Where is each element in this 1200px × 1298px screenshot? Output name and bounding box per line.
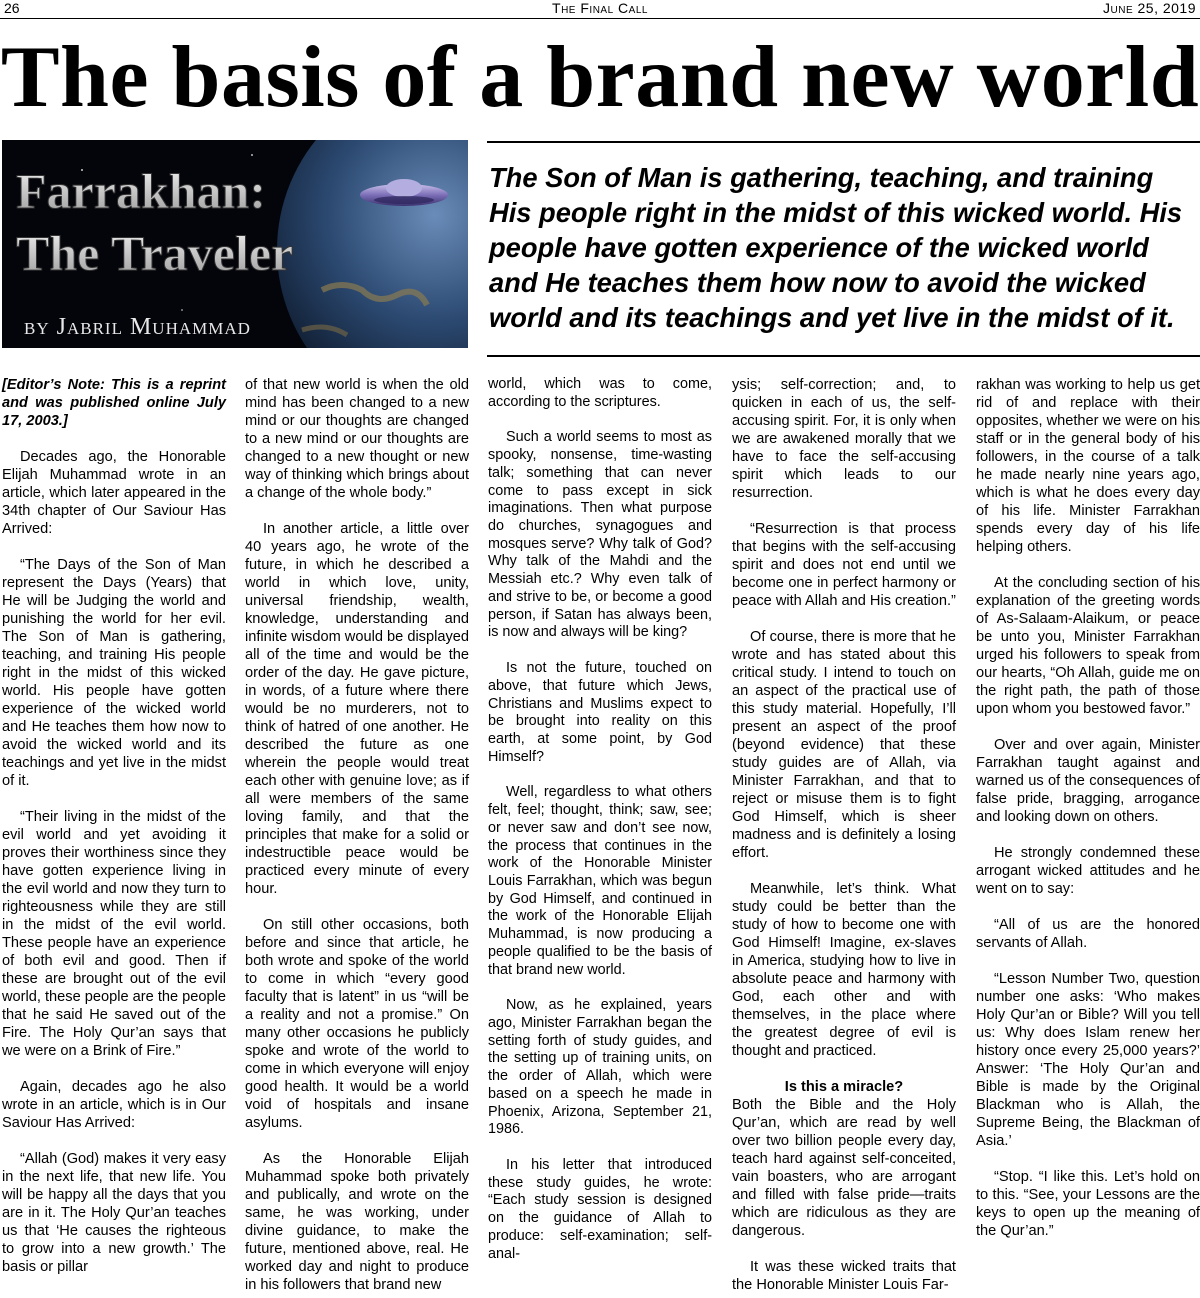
paragraph: of that new world is when the old mind has been changed to a new mind or our thoughts are changed to a new mind or our thoughts are changed to a new thought or new way of thinking which brings about a change of the whole body.” (245, 377, 469, 501)
paragraph: “Their living in the midst of the evil world and yet avoiding it proves their worthiness since they have gotten experience living in the evil world and now they turn to righteousness while they are still in the midst of the evil world. These people have an experience of both evil and good. Then if these are brought out of the evil world, these people are the people that he said He saved out of the Fire. The Holy Qur’an says that we were on a Brink of Fire.” (2, 809, 226, 1059)
paragraph: As the Honorable Elijah Muhammad spoke both privately and publically, and wrote on the same, he was working, under divine guidance, to make the future, mentioned above, real. He worked day and night to produce in his followers that brand new (245, 1151, 469, 1293)
pullquote-top-rule (487, 141, 1200, 143)
paragraph: On still other occasions, both before and since that article, he both wrote and spoke of the world to come in which “every good faculty that is latent” in us “will be a reality and not a promise.” On many other occasions he publicly spoke and wrote of the world to come in which everyone will enjoy good health. It would be a world void of hospitals and insane asylums. (245, 917, 469, 1131)
paragraph: In another article, a little over 40 years ago, he wrote of the future, in which he described a world in which love, unity, universal friendship, wealth, knowledge, understanding and infinite wisdom would be displayed all of the time and would be the order of the day. He gave picture, in words, of a future where there would be no murderers, not to think of hatred of one another. He described the future as one wherein the people would treat each other with genuine love; as if all were members of the same loving family, and that the principles that make for a solid or indestructible peace would be practiced every minute of every hour. (245, 521, 469, 897)
publication-name: The Final Call (552, 0, 648, 16)
article-column-4 (732, 376, 956, 1294)
pullquote-bottom-rule (487, 355, 1200, 357)
paragraph: “All of us are the honored servants of Allah. (976, 917, 1200, 951)
paragraph: In his letter that introduced these study guides, he wrote: “Each study session is designed on the guidance of Allah to produce: self-examination; self-anal- (488, 1157, 712, 1262)
paragraph: “Allah (God) makes it very easy in the next life, that new life. You will be happy all the days that you are in it. The Holy Qur’an teaches us that ‘He causes the righteous to grow into a new growth.’ The basis or pillar (2, 1151, 226, 1275)
paragraph: world, which was to come, according to the scriptures. (488, 376, 712, 410)
article-column-2 (245, 376, 469, 1294)
banner-title-line2: The Traveler (16, 225, 294, 281)
paragraph: “Lesson Number Two, question number one asks: ‘Who makes Holy Qur’an or Bible? Will you tell us: Why does Islam renew her history once every 25,000 years?’ Answer: ‘The Holy Qur’an and Bible is made by the Original Blackman who is Allah, the Supreme Being, the Blackman of Asia.’ (976, 971, 1200, 1149)
paragraph: Now, as he explained, years ago, Minister Farrakhan began the setting forth of study guides, and the setting up of training units, on the order of Allah, which were based on a speech he made in Phoenix, Arizona, September 21, 1986. (488, 997, 712, 1138)
editors-note: [Editor’s Note: This is a reprint and was published online July 17, 2003.] (2, 377, 226, 429)
banner-title-line1: Farrakhan: (16, 163, 266, 219)
paragraph: He strongly condemned these arrogant wicked attitudes and he went on to say: (976, 845, 1200, 897)
paragraph: Decades ago, the Honorable Elijah Muhammad wrote in an article, which later appeared in the 34th chapter of Our Saviour Has Arrived: (2, 449, 226, 537)
paragraph: Over and over again, Minister Farrakhan taught against and warned us of the consequences of false pride, bragging, arrogance and looking down on others. (976, 737, 1200, 825)
article-column-1 (2, 376, 226, 1276)
paragraph: Again, decades ago he also wrote in an article, which is in Our Saviour Has Arrived: (2, 1079, 226, 1131)
paragraph: Meanwhile, let’s think. What study could be better than the study of how to become one with God Himself! Imagine, ex-slaves in America, studying how to live in absolute peace and harmony with God, each other and with themselves, in the place where the greatest degree of evil is thought and practiced. (732, 881, 956, 1059)
banner-byline: by Jabril Muhammad (24, 314, 251, 340)
paragraph: “Stop. “I like this. Let’s hold on to this. “See, your Lessons are the keys to open up the meaning of the Qur’an.” (976, 1169, 1200, 1239)
subhead: Is this a miracle? (784, 1079, 904, 1095)
paragraph: Well, regardless to what others felt, feel; thought, think; saw, see; or never saw and don’t see now, the process that continues in the work of the Honorable Minister Louis Farrakhan, which was begun by God Himself, and continued in the work of the Honorable Elijah Muhammad, is now producing a people qualified to be the basis of that brand new world. (488, 784, 712, 978)
paragraph: Is not the future, touched on above, that future which Jews, Christians and Muslims expect to be brought into reality on this earth, at some point, by God Himself? (488, 660, 712, 765)
paragraph: ysis; self-correction; and, to quicken in each of us, the self-accusing spirit. For, it is only when we are awakened morally that we have to face the self-accusing spirit which leads to our resurrection. (732, 377, 956, 501)
issue-date: June 25, 2019 (1103, 0, 1196, 16)
paragraph: “Resurrection is that process that begins with the self-accusing spirit and does not end until we become one in perfect harmony or peace with Allah and His creation.” (732, 521, 956, 609)
earth-globe (277, 140, 468, 348)
pullquote: The Son of Man is gathering, teaching, and training His people right in the midst of this wicked world. His people have gotten experience of the wicked world and He teaches them how now to avoid the wicked world and its teachings and yet live in the midst of it. (489, 162, 1183, 333)
article-column-5 (976, 376, 1200, 1240)
space-scene-illustration (2, 140, 468, 348)
paragraph: Of course, there is more that he wrote and has stated about this critical study. I intend to touch on an aspect of the practical use of this study material. Hopefully, I’ll present an aspect of the proof (beyond evidence) that these study guides are of Allah, via Minister Farrakhan, and that to reject or misuse them is to fight God Himself, which is sheer madness and is definitely a losing effort. (732, 629, 956, 861)
paragraph: rakhan was working to help us get rid of and replace with their opposites, whether we were on his staff or in the general body of his followers, in the course of a talk he made nearly nine years ago, which is what he does every day of his life. Minister Farrakhan spends every day of his life helping others. (976, 377, 1200, 555)
page-number: 26 (4, 0, 20, 16)
paragraph: “The Days of the Son of Man represent the Days (Years) that He will be Judging the world and punishing the world for her evil. The Son of Man is gathering, teaching, and training His people right in the midst of this wicked world. His people have gotten experience of the wicked world and He teaches them how now to avoid the wicked world and its teachings and yet live in the midst of it. (2, 557, 226, 789)
column-banner-image (2, 140, 468, 348)
paragraph: Such a world seems to most as spooky, nonsense, time-wasting talk; something that can never come to pass except in sick imaginations. Then what purpose do churches, synagogues and mosques serve? Why talk of God? Why talk of the Mahdi and the Messiah etc.? Why even talk of and strive to be, or become a good person, if Satan has always been, is now and always will be king? (488, 429, 712, 641)
article-column-3 (488, 376, 712, 1263)
paragraph: At the concluding section of his explanation of the greeting words of As-Salaam-Alaikum, or peace be unto you, Minister Farrakhan urged his followers to speak from our hearts, “Oh Allah, guide me on the right path, the path of those upon whom you bestowed favor.” (976, 575, 1200, 717)
page-header (0, 0, 1200, 19)
paragraph: It was these wicked traits that the Honorable Minister Louis Far- (732, 1259, 956, 1293)
paragraph: Both the Bible and the Holy Qur’an, which are read by well over two billion people every day, teach hard against self-conceited, vain boasters, who are arrogant and filled with false pride—traits which are ridiculous as they are dangerous. (732, 1097, 956, 1239)
headline: The basis of a brand new world (0, 29, 1200, 126)
